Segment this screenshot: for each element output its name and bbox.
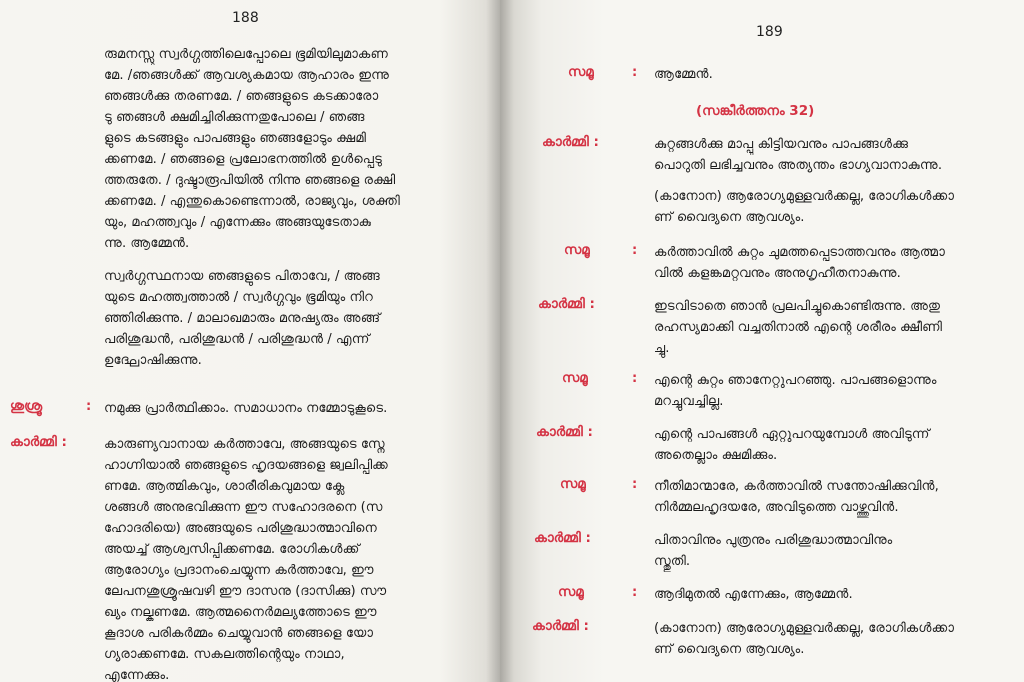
- canon-text: [654, 186, 1014, 228]
- text-line: (കാനോന) ആരോഗ്യമുള്ളവർക്കല്ല, രോഗികൾക്കാ: [654, 189, 955, 204]
- speaker-colon: :: [632, 477, 638, 492]
- text-line: എന്റെ പാപങ്ങൾ ഏറ്റുപറയുമ്പോൾ അവിടുന്ന്: [654, 427, 930, 442]
- lords-prayer-paragraph: [104, 44, 484, 254]
- speaker-label: സമൂ: [558, 584, 584, 600]
- speaker-label: ശുശ്രൂ: [10, 398, 43, 414]
- text-line: നീതിമാന്മാരേ, കർത്താവിൽ സന്തോഷിക്കുവിൻ,: [654, 479, 939, 494]
- text-line: ണ് വൈദ്യനെ ആവശ്യം.: [654, 642, 805, 657]
- text-line: ആദിമുതൽ എന്നേക്കും, ആമ്മേൻ.: [654, 587, 853, 602]
- book-gutter: [486, 0, 514, 682]
- speaker-colon: :: [632, 371, 638, 386]
- text-line: കർത്താവിൽ കുറ്റം ചുമത്തപ്പെടാത്തവനും ആത്മാ: [654, 245, 945, 260]
- speaker-label: സമൂ: [568, 64, 594, 80]
- text-line: മറച്ചുവച്ചില്ല.: [654, 394, 724, 409]
- speaker-colon: :: [632, 585, 638, 600]
- right-page-number: 189: [756, 24, 783, 40]
- doxology-paragraph: [104, 266, 484, 371]
- text-line: ച്ചു.: [654, 341, 670, 356]
- text-line: ഇടവിടാതെ ഞാൻ പ്രലപിച്ചുകൊണ്ടിരുന്നു. അതു: [654, 299, 941, 314]
- text-line: യുടെ മഹത്ത്വത്താൽ / സ്വർഗ്ഗവും ഭൂമിയും നിറ: [104, 290, 373, 305]
- text-line: സ്വർഗ്ഗസ്ഥനായ ഞങ്ങളുടെ പിതാവേ, / അങ്ങ: [104, 269, 380, 284]
- speaker-colon: :: [86, 399, 92, 414]
- text-line: ളുടെ കടങ്ങളും പാപങ്ങളും ഞങ്ങളോടും ക്ഷമി: [104, 131, 367, 146]
- speaker-label: സമൂ: [560, 476, 586, 492]
- text-line: ക്കണമേ. / ഞങ്ങളെ പ്രലോഭനത്തിൽ ഉൾപ്പെടു: [104, 152, 382, 167]
- text-line: ശങ്ങൾ അനുഭവിക്കുന്ന ഈ സഹോദരനെ (സ: [104, 500, 383, 515]
- text-line: കാരുണ്യവാനായ കർത്താവേ, അങ്ങയുടെ സ്നേ: [104, 437, 385, 452]
- psalm-heading: (സങ്കീർത്തനം 32): [696, 103, 815, 119]
- response-text: [654, 424, 1014, 466]
- text-line: പരിശുദ്ധൻ, പരിശുദ്ധൻ / പരിശുദ്ധൻ / എന്ന്: [104, 332, 370, 347]
- text-line: നമുക്കു പ്രാർത്ഥിക്കാം. സമാധാനം നമ്മോടുകൂടെ.: [104, 401, 388, 416]
- text-line: രുമനസ്സു സ്വർഗ്ഗത്തിലെപ്പോലെ ഭൂമിയിലുമാകണ: [104, 47, 388, 62]
- speaker-label: കാർമ്മി :: [532, 618, 589, 634]
- text-line: യും, മഹത്ത്വവും / എന്നേക്കും അങ്ങയുടേതാകു: [104, 215, 371, 230]
- response-text: [654, 370, 1014, 412]
- text-line: അതെല്ലാം ക്ഷമിക്കും.: [654, 448, 778, 463]
- speaker-label: സമൂ: [562, 370, 588, 386]
- text-line: രഹസ്യമാക്കി വച്ചതിനാൽ എന്റെ ശരീരം ക്ഷീണി: [654, 320, 942, 335]
- text-line: ടു ഞങ്ങൾ ക്ഷമിച്ചിരിക്കുന്നതുപോലെ / ഞങ്ങ: [104, 110, 365, 125]
- text-line: (കാനോന) ആരോഗ്യമുള്ളവർക്കല്ല, രോഗികൾക്കാ: [654, 621, 955, 636]
- text-line: ഉദ്ഘോഷിക്കുന്നു.: [104, 353, 202, 368]
- text-line: ഞ്ഞിരിക്കുന്നു. / മാലാഖമാരും മനുഷ്യരും അങ്ങ്: [104, 311, 381, 326]
- response-text: [654, 584, 1014, 605]
- text-line: എന്നേക്കും.: [104, 668, 170, 682]
- canon-text: [654, 618, 1014, 660]
- speaker-colon: :: [632, 65, 638, 80]
- text-line: സ്തുതി.: [654, 554, 691, 569]
- response-text: [654, 530, 1014, 572]
- text-line: അയച്ച് ആശ്വസിപ്പിക്കണമേ. രോഗികൾക്ക്: [104, 542, 360, 557]
- speaker-label: കാർമ്മി :: [538, 296, 595, 312]
- left-page-number: 188: [232, 10, 259, 26]
- text-line: ആരോഗ്യം പ്രദാനംചെയ്യുന്ന കർത്താവേ, ഈ: [104, 563, 374, 578]
- text-line: കുറ്റങ്ങൾക്കു മാപ്പു കിട്ടിയവനും പാപങ്ങൾക്കു: [654, 137, 909, 152]
- right-page: [500, 0, 1024, 682]
- response-text: [654, 296, 1014, 359]
- text-line: മേ. /ഞങ്ങൾക്ക് ആവശ്യകമായ ആഹാരം ഇന്നു: [104, 68, 390, 83]
- speaker-label: കാർമ്മി :: [534, 530, 591, 546]
- deacon-line: [104, 398, 484, 419]
- text-line: പിതാവിനും പുത്രനും പരിശുദ്ധാത്മാവിനും: [654, 533, 893, 548]
- text-line: ണമേ. ആത്മികവും, ശാരീരികവുമായ ക്ലേ: [104, 479, 345, 494]
- text-line: ഗ്യരാക്കണമേ. സകലത്തിന്റെയും നാഥാ,: [104, 647, 345, 662]
- text-line: ലേപനശുശ്രൂഷവഴി ഈ ദാസനു (ദാസിക്കു) സൗ: [104, 584, 387, 599]
- text-line: ക്കണമേ. / എന്തുകൊണ്ടെന്നാൽ, രാജ്യവും, ശക്തി: [104, 194, 400, 209]
- celebrant-prayer: [104, 434, 484, 682]
- text-line: ന്നു. ആമ്മേൻ.: [104, 236, 190, 251]
- response-text: [654, 242, 1014, 284]
- text-line: ഖ്യം നല്കണമേ. ആത്മനൈർമല്യത്തോടെ ഈ: [104, 605, 377, 620]
- response-text: [654, 476, 1014, 518]
- text-line: നിർമ്മലഹൃദയരേ, അവിടുത്തെ വാഴ്ത്തുവിൻ.: [654, 500, 899, 515]
- left-page: [0, 0, 500, 682]
- text-line: കൂദാശ പരികർമ്മം ചെയ്യുവാൻ ഞങ്ങളെ യോ: [104, 626, 374, 641]
- text-line: വിൽ കളങ്കമറ്റവനും അനുഗൃഹീതനാകുന്നു.: [654, 266, 901, 281]
- speaker-label: കാർമ്മി :: [542, 134, 599, 150]
- speaker-label: കാർമ്മി :: [10, 434, 67, 450]
- text-line: ണ് വൈദ്യനെ ആവശ്യം.: [654, 210, 805, 225]
- speaker-label: കാർമ്മി :: [536, 424, 593, 440]
- text-line: എന്റെ കുറ്റം ഞാനേറ്റുപറഞ്ഞു. പാപങ്ങളൊന്നും: [654, 373, 937, 388]
- response-text: [654, 134, 1014, 176]
- speaker-label: സമൂ: [564, 242, 590, 258]
- text-line: ത്തരുതേ. / ദുഷ്ടാരൂപിയിൽ നിന്നു ഞങ്ങളെ രക്ഷി: [104, 173, 396, 188]
- response-text: [654, 64, 1014, 85]
- speaker-colon: :: [632, 243, 638, 258]
- text-line: ആമ്മേൻ.: [654, 67, 713, 82]
- text-line: പൊറുതി ലഭിച്ചവനും അത്യന്തം ഭാഗ്യവാനാകുന്നു.: [654, 158, 943, 173]
- text-line: ഞങ്ങൾക്കു തരണമേ. / ഞങ്ങളുടെ കടക്കാരോ: [104, 89, 379, 104]
- text-line: ഹോദരിയെ) അങ്ങയുടെ പരിശുദ്ധാത്മാവിനെ: [104, 521, 377, 536]
- text-line: ഹാഗ്നിയാൽ ഞങ്ങളുടെ ഹൃദയങ്ങളെ ജ്വലിപ്പിക്ക: [104, 458, 388, 473]
